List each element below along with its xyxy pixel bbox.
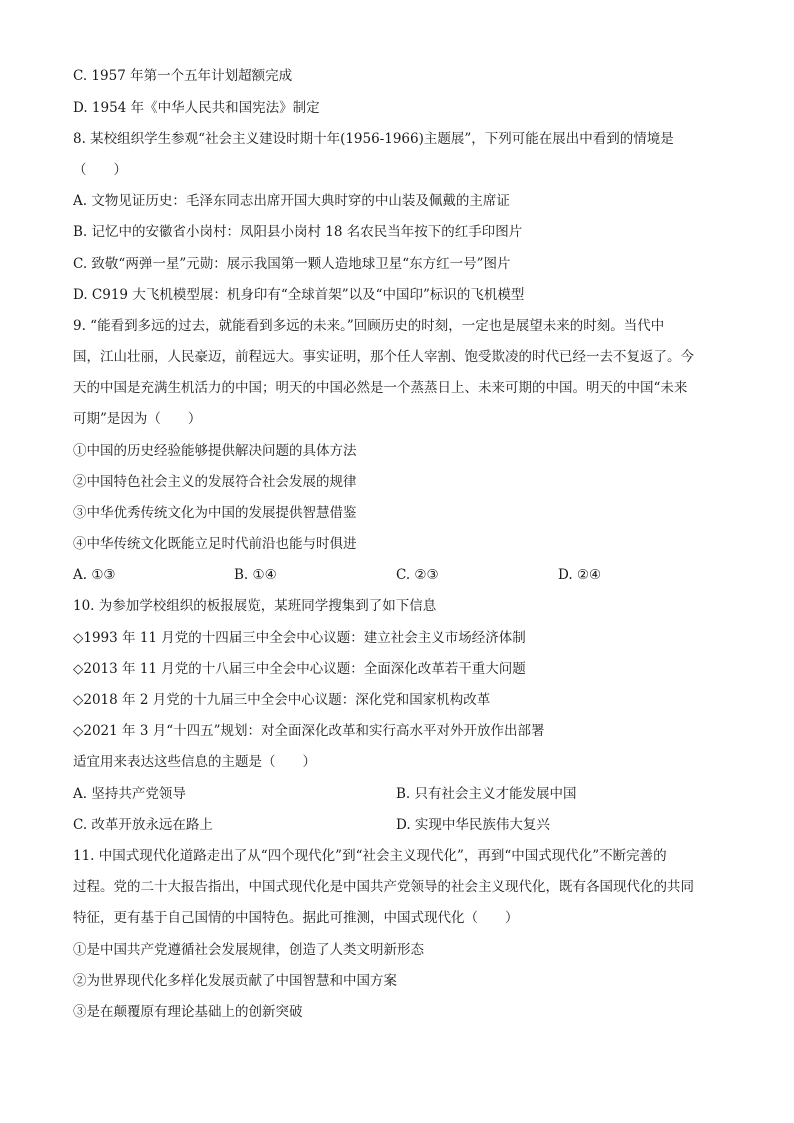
q11-item-1: ①是中国共产党遵循社会发展规律，创造了人类文明新形态 xyxy=(73,942,424,958)
q10-options-row2 xyxy=(73,815,723,835)
q11-stem-line1: 11. 中国式现代化道路走出了从“四个现代化”到“社会主义现代化”，再到“中国式现代化”不断完善的 xyxy=(73,848,667,864)
q9-option-b: B. ①④ xyxy=(234,567,277,583)
q9-item-4: ④中华传统文化既能立足时代前沿也能与时俱进 xyxy=(73,536,357,552)
q9-item-2: ②中国特色社会主义的发展符合社会发展的规律 xyxy=(73,474,357,490)
q10-options-row1 xyxy=(73,784,723,804)
q9-stem-line1: 9. “能看到多远的过去，就能看到多远的未来。”回顾历史的时刻，一定也是展望未来的时刻。当代中 xyxy=(73,318,665,334)
q11-stem-line3: 特征，更有基于自己国情的中国特色。据此可推测，中国式现代化（ ） xyxy=(73,910,519,926)
q10-stem: 10. 为参加学校组织的板报展览，某班同学搜集到了如下信息 xyxy=(73,598,437,614)
q9-stem-line2: 国，江山壮丽，人民豪迈，前程远大。事实证明，那个任人宰割、饱受欺凌的时代已经一去不复返了。今 xyxy=(73,349,694,365)
q9-stem-line4: 可期”是因为（ ） xyxy=(73,411,202,427)
q11-item-3: ③是在颠覆原有理论基础上的创新突破 xyxy=(73,1004,303,1020)
q10-option-d: D. 实现中华民族伟大复兴 xyxy=(396,817,550,833)
q8-option-d: D. C919 大飞机模型展：机身印有“全球首架”以及“中国印”标识的飞机模型 xyxy=(73,287,525,303)
q9-option-d: D. ②④ xyxy=(558,567,602,583)
q11-item-2: ②为世界现代化多样化发展贡献了中国智慧和中国方案 xyxy=(73,973,397,989)
q9-option-a: A. ①③ xyxy=(73,567,116,583)
q10-option-b: B. 只有社会主义才能发展中国 xyxy=(396,786,577,802)
q7-option-d: D. 1954 年《中华人民共和国宪法》制定 xyxy=(73,100,320,116)
q10-option-a: A. 坚持共产党领导 xyxy=(73,786,186,802)
q9-option-c: C. ②③ xyxy=(396,567,439,583)
q8-option-c: C. 致敬“两弹一星”元勋：展示我国第一颗人造地球卫星“东方红一号”图片 xyxy=(73,256,511,272)
q9-stem-line3: 天的中国是充满生机活力的中国；明天的中国必然是一个蒸蒸日上、未来可期的中国。明天的中国“未来 xyxy=(73,380,688,396)
q10-info-4: ◇2021 年 3 月“十四五”规划：对全面深化改革和实行高水平对外开放作出部署 xyxy=(73,723,545,739)
q9-item-1: ①中国的历史经验能够提供解决问题的具体方法 xyxy=(73,443,357,459)
q8-option-a: A. 文物见证历史：毛泽东同志出席开国大典时穿的中山装及佩戴的主席证 xyxy=(73,193,510,209)
q8-option-b: B. 记忆中的安徽省小岗村：凤阳县小岗村 18 名农民当年按下的红手印图片 xyxy=(73,224,523,240)
q9-item-3: ③中华优秀传统文化为中国的发展提供智慧借鉴 xyxy=(73,505,357,521)
q8-stem-line1: 8. 某校组织学生参观“社会主义建设时期十年(1956-1966)主题展”，下列可能在展出中看到的情境是 xyxy=(73,131,674,147)
q10-info-2: ◇2013 年 11 月党的十八届三中全会中心议题：全面深化改革若干重大问题 xyxy=(73,661,526,677)
q8-stem-line2: （ ） xyxy=(73,162,127,178)
q10-info-1: ◇1993 年 11 月党的十四届三中全会中心议题：建立社会主义市场经济体制 xyxy=(73,630,526,646)
q10-info-3: ◇2018 年 2 月党的十九届三中全会中心议题：深化党和国家机构改革 xyxy=(73,692,491,708)
q9-options xyxy=(73,565,723,585)
q10-question: 适宜用来表达这些信息的主题是（ ） xyxy=(73,754,316,770)
q7-option-c: C. 1957 年第一个五年计划超额完成 xyxy=(73,68,293,84)
q11-stem-line2: 过程。党的二十大报告指出，中国式现代化是中国共产党领导的社会主义现代化，既有各国现代化的共同 xyxy=(73,879,694,895)
q10-option-c: C. 改革开放永远在路上 xyxy=(73,817,213,833)
